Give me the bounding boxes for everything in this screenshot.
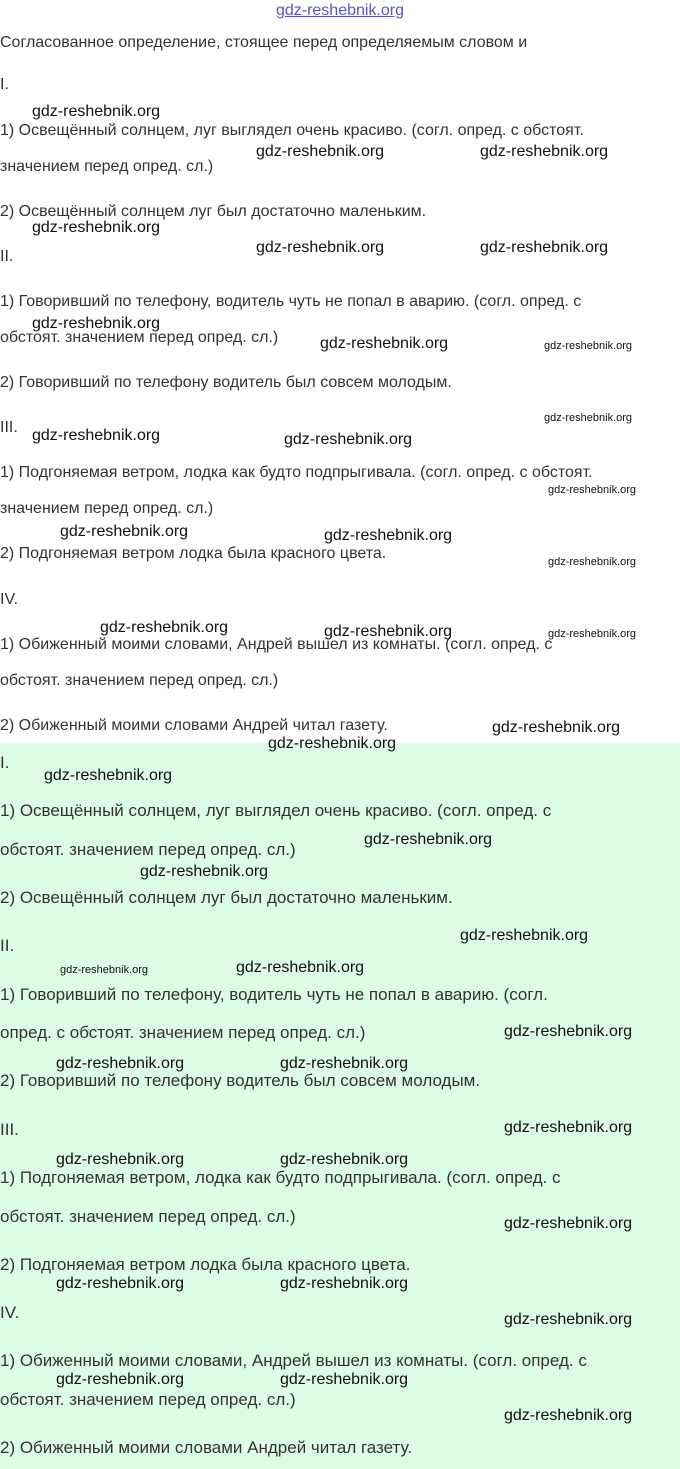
watermark: gdz-reshebnik.org bbox=[44, 767, 173, 784]
answer-sentence-1-1a: 1) Освещённый солнцем, луг выглядел очень красиво. (согл. опред. с bbox=[0, 801, 552, 820]
watermark: gdz-reshebnik.org bbox=[504, 1119, 633, 1136]
answer-sentence-2-1b: опред. с обстоят. значением перед опред. сл.) bbox=[0, 1023, 366, 1042]
answer-sentence-4-2: 2) Обиженный моими словами Андрей читал газету. bbox=[0, 1438, 413, 1457]
watermark: gdz-reshebnik.org bbox=[544, 340, 633, 352]
task-sentence-3-1b: значением перед опред. сл.) bbox=[0, 500, 214, 517]
watermark: gdz-reshebnik.org bbox=[460, 927, 589, 944]
task-sentence-2-2: 2) Говоривший по телефону водитель был совсем молодым. bbox=[0, 374, 452, 391]
task-sentence-4-2: 2) Обиженный моими словами Андрей читал газету. bbox=[0, 717, 388, 734]
watermark: gdz-reshebnik.org bbox=[280, 1151, 409, 1168]
task-sentence-2-1a: 1) Говоривший по телефону, водитель чуть не попал в аварию. (согл. опред. с bbox=[0, 293, 582, 310]
watermark: gdz-reshebnik.org bbox=[268, 735, 397, 752]
watermark: gdz-reshebnik.org bbox=[32, 219, 161, 236]
task-sentence-4-1b: обстоят. значением перед опред. сл.) bbox=[0, 672, 279, 689]
watermark: gdz-reshebnik.org bbox=[32, 315, 161, 332]
watermark: gdz-reshebnik.org bbox=[280, 1371, 409, 1388]
task-sentence-4-1a: 1) Обиженный моими словами, Андрей вышел из комнаты. (согл. опред. с bbox=[0, 636, 553, 653]
task-numeral-2: II. bbox=[0, 248, 14, 265]
watermark: gdz-reshebnik.org bbox=[56, 1055, 185, 1072]
answer-sentence-2-1a: 1) Говоривший по телефону, водитель чуть не попал в аварию. (согл. bbox=[0, 985, 548, 1004]
watermark: gdz-reshebnik.org bbox=[364, 831, 493, 848]
task-numeral-3: III. bbox=[0, 419, 18, 436]
task-sentence-2-1b: обстоят. значением перед опред. сл.) bbox=[0, 329, 279, 346]
site-header-link[interactable]: gdz-reshebnik.org bbox=[275, 2, 405, 19]
watermark: gdz-reshebnik.org bbox=[32, 427, 161, 444]
answer-numeral-1: I. bbox=[0, 753, 10, 772]
answer-sentence-4-1b: обстоят. значением перед опред. сл.) bbox=[0, 1390, 296, 1409]
watermark: gdz-reshebnik.org bbox=[60, 964, 149, 976]
watermark: gdz-reshebnik.org bbox=[60, 523, 189, 540]
watermark: gdz-reshebnik.org bbox=[480, 143, 609, 160]
answer-numeral-4: IV. bbox=[0, 1303, 20, 1322]
watermark: gdz-reshebnik.org bbox=[548, 556, 637, 568]
watermark: gdz-reshebnik.org bbox=[480, 239, 609, 256]
watermark: gdz-reshebnik.org bbox=[256, 143, 385, 160]
watermark: gdz-reshebnik.org bbox=[256, 239, 385, 256]
watermark: gdz-reshebnik.org bbox=[320, 335, 449, 352]
watermark: gdz-reshebnik.org bbox=[504, 1023, 633, 1040]
watermark: gdz-reshebnik.org bbox=[32, 103, 161, 120]
watermark: gdz-reshebnik.org bbox=[280, 1055, 409, 1072]
watermark: gdz-reshebnik.org bbox=[504, 1311, 633, 1328]
answer-block bbox=[0, 743, 680, 1469]
answer-numeral-3: III. bbox=[0, 1120, 19, 1139]
answer-numeral-2: II. bbox=[0, 936, 15, 955]
task-intro: Согласованное определение, стоящее перед определяемым словом и bbox=[0, 34, 528, 51]
answer-sentence-1-2: 2) Освещённый солнцем луг был достаточно маленьким. bbox=[0, 888, 453, 907]
task-numeral-1: I. bbox=[0, 76, 9, 93]
watermark: gdz-reshebnik.org bbox=[548, 484, 637, 496]
watermark: gdz-reshebnik.org bbox=[492, 719, 621, 736]
answer-sentence-2-2: 2) Говоривший по телефону водитель был совсем молодым. bbox=[0, 1071, 481, 1090]
task-sentence-1-1a: 1) Освещённый солнцем, луг выглядел очень красиво. (согл. опред. с обстоят. bbox=[0, 122, 584, 139]
answer-sentence-3-2: 2) Подгоняемая ветром лодка была красного цвета. bbox=[0, 1255, 411, 1274]
watermark: gdz-reshebnik.org bbox=[140, 863, 269, 880]
answer-sentence-3-1b: обстоят. значением перед опред. сл.) bbox=[0, 1207, 296, 1226]
watermark: gdz-reshebnik.org bbox=[504, 1407, 633, 1424]
task-sentence-1-2: 2) Освещённый солнцем луг был достаточно маленьким. bbox=[0, 203, 427, 220]
watermark: gdz-reshebnik.org bbox=[284, 431, 413, 448]
task-sentence-1-1b: значением перед опред. сл.) bbox=[0, 158, 214, 175]
watermark: gdz-reshebnik.org bbox=[324, 623, 453, 640]
watermark: gdz-reshebnik.org bbox=[56, 1275, 185, 1292]
task-numeral-4: IV. bbox=[0, 591, 19, 608]
watermark: gdz-reshebnik.org bbox=[236, 959, 365, 976]
answer-sentence-1-1b: обстоят. значением перед опред. сл.) bbox=[0, 840, 296, 859]
watermark: gdz-reshebnik.org bbox=[548, 628, 637, 640]
watermark: gdz-reshebnik.org bbox=[280, 1275, 409, 1292]
answer-sentence-3-1a: 1) Подгоняемая ветром, лодка как будто подпрыгивала. (согл. опред. с bbox=[0, 1168, 561, 1187]
watermark: gdz-reshebnik.org bbox=[56, 1371, 185, 1388]
task-sentence-3-1a: 1) Подгоняемая ветром, лодка как будто подпрыгивала. (согл. опред. с обстоят. bbox=[0, 464, 593, 481]
task-sentence-3-2: 2) Подгоняемая ветром лодка была красного цвета. bbox=[0, 545, 387, 562]
watermark: gdz-reshebnik.org bbox=[504, 1215, 633, 1232]
watermark: gdz-reshebnik.org bbox=[100, 619, 229, 636]
watermark: gdz-reshebnik.org bbox=[324, 527, 453, 544]
answer-sentence-4-1a: 1) Обиженный моими словами, Андрей вышел из комнаты. (согл. опред. с bbox=[0, 1351, 587, 1370]
watermark: gdz-reshebnik.org bbox=[56, 1151, 185, 1168]
watermark: gdz-reshebnik.org bbox=[544, 412, 633, 424]
